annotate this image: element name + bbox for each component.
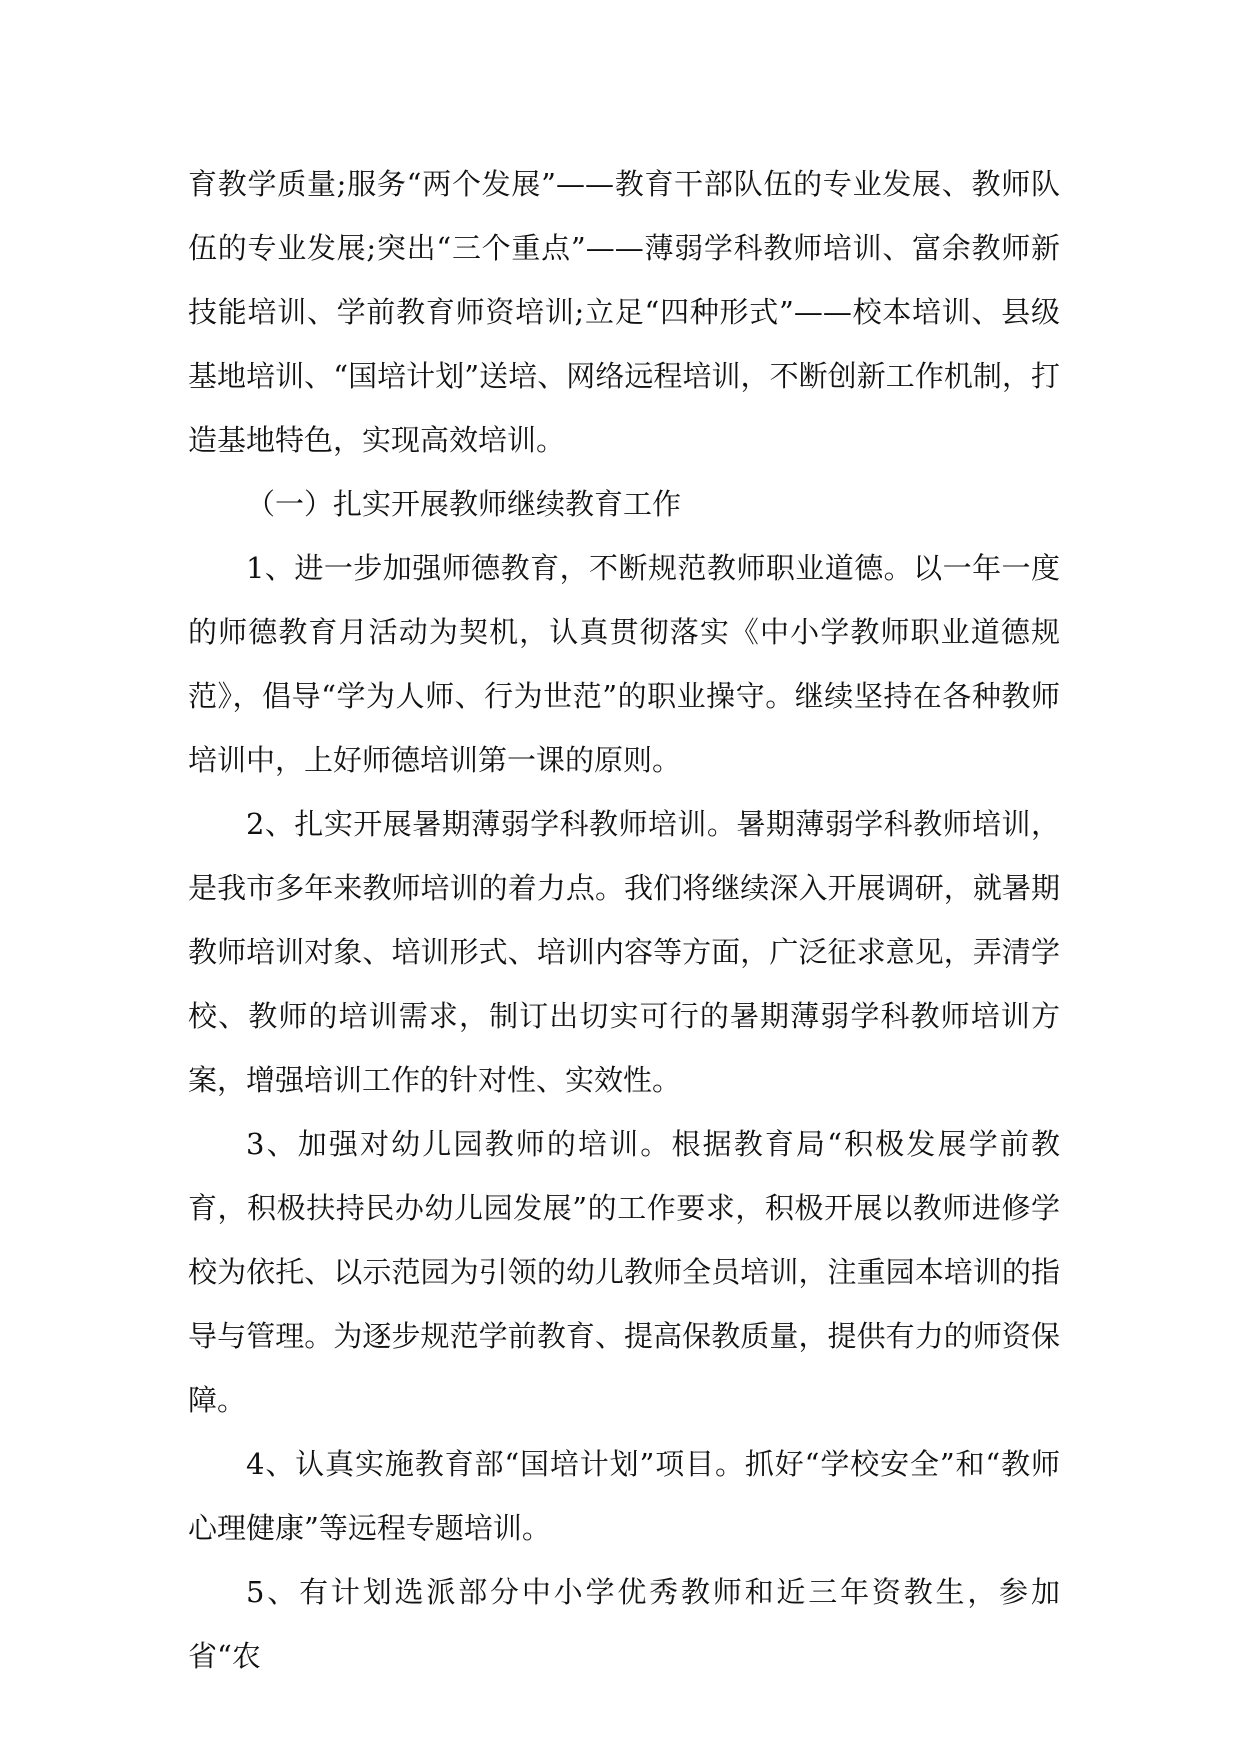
section-heading: （一）扎实开展教师继续教育工作 (246, 487, 682, 521)
paragraph-item-4: 4、认真实施教育部“国培计划”项目。抓好“学校安全”和“教师心理健康”等远程专题培训。 (188, 1447, 1060, 1545)
document-body (188, 152, 1060, 1688)
paragraph-item-5: 5、有计划选派部分中小学优秀教师和近三年资教生，参加省“农 (188, 1575, 1060, 1673)
paragraph-item-1: 1、进一步加强师德教育，不断规范教师职业道德。以一年一度的师德教育月活动为契机，认真贯彻落实《中小学教师职业道德规范》，倡导“学为人师、行为世范”的职业操守。继续坚持在各种教师培训中，上好师德培训第一课的原则。 (188, 551, 1060, 777)
paragraph-item-3: 3、加强对幼儿园教师的培训。根据教育局“积极发展学前教育，积极扶持民办幼儿园发展”的工作要求，积极开展以教师进修学校为依托、以示范园为引领的幼儿教师全员培训，注重园本培训的指导与管理。为逐步规范学前教育、提高保教质量，提供有力的师资保障。 (188, 1127, 1060, 1417)
paragraph-item-2: 2、扎实开展暑期薄弱学科教师培训。暑期薄弱学科教师培训，是我市多年来教师培训的着力点。我们将继续深入开展调研，就暑期教师培训对象、培训形式、培训内容等方面，广泛征求意见，弄清学校、教师的培训需求，制订出切实可行的暑期薄弱学科教师培训方案，增强培训工作的针对性、实效性。 (188, 807, 1060, 1097)
paragraph-continuation: 育教学质量;服务“两个发展”——教育干部队伍的专业发展、教师队伍的专业发展;突出“三个重点”——薄弱学科教师培训、富余教师新技能培训、学前教育师资培训;立足“四种形式”——校本培训、县级基地培训、“国培计划”送培、网络远程培训，不断创新工作机制，打造基地特色，实现高效培训。 (188, 167, 1060, 457)
